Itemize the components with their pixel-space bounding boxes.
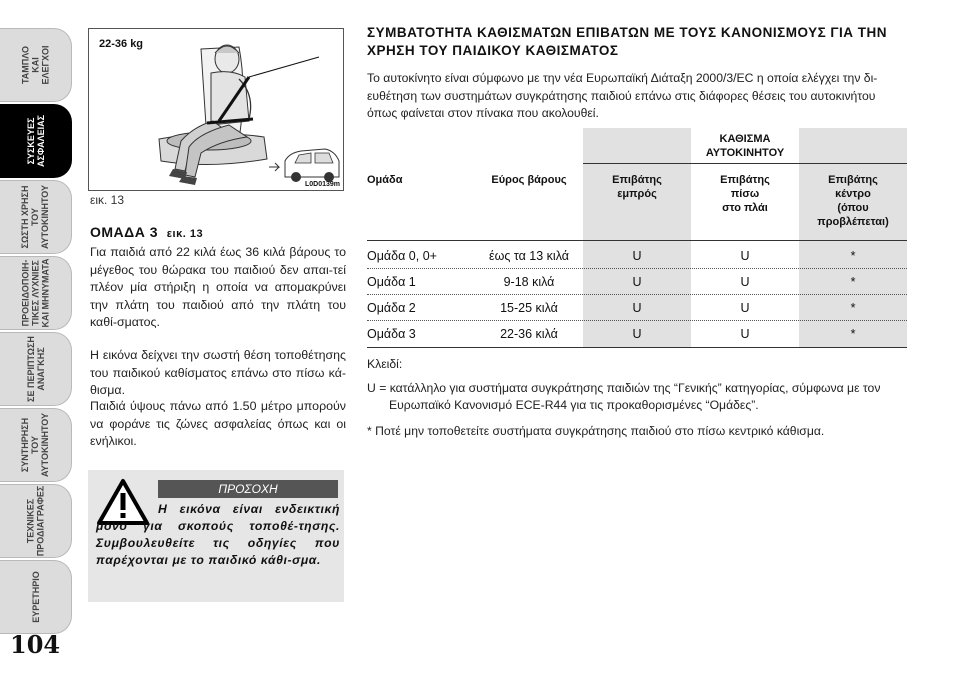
row-divider (367, 268, 907, 269)
child-on-booster-drawing (89, 29, 344, 191)
cell-weight: 22-36 κιλά (500, 327, 558, 341)
heading-figure-ref: εικ. 13 (166, 228, 204, 240)
row-divider (367, 294, 907, 295)
cell-rear-side: U (740, 327, 750, 341)
paragraph: Για παιδιά από 22 κιλά έως 36 κιλά βάρους το μέγεθος του θώρακα του παιδιού δεν απαι-τεί πλέον μία στήριξη η οποία να απομακρύνει την πλάτη του παιδιού από την πλάτη του καθί-σματος. (90, 245, 346, 329)
cell-center: * (850, 327, 856, 341)
tab-label: ΤΑΜΠΛΟ ΚΑΙ ΕΛΕΓΧΟΙ (20, 45, 51, 85)
page-number: 104 (10, 630, 61, 659)
cell-group: Ομάδα 3 (367, 327, 416, 341)
figure-code: L0D0139m (304, 181, 340, 188)
cell-center: * (850, 249, 856, 263)
cell-weight: 9-18 κιλά (503, 275, 555, 289)
tab-technical-specs[interactable] (0, 484, 72, 558)
child-seat-illustration (88, 28, 344, 191)
table-bottom-rule (367, 347, 907, 348)
seat-group-header: ΚΑΘΙΣΜΑ ΑΥΤΟΚΙΝΗΤΟΥ (705, 133, 785, 159)
weight-label: 22-36 kg (99, 38, 144, 50)
cell-center: * (850, 275, 856, 289)
group-3-heading (90, 224, 203, 240)
cell-weight: 15-25 κιλά (500, 301, 558, 315)
column-header-rear-side: Επιβάτης πίσω στο πλάι (720, 174, 770, 214)
warning-title: ΠΡΟΣΟΧΗ (158, 480, 338, 498)
tab-label: ΣΕ ΠΕΡΙΠΤΩΣΗ ΑΝΑΓΚΗΣ (25, 336, 46, 402)
column-header-center: Επιβάτης κέντρο (όπου προβλέπεται) (817, 174, 889, 228)
tab-label: ΕΥΡΕΤΗΡΙΟ (30, 571, 41, 623)
tab-label: ΠΡΟΕΙΔΟΠΟΙΗ- ΤΙΚΕΣ ΛΥΧΝΙΕΣ ΚΑΙ ΜΗΝΥΜΑΤΑ (20, 258, 51, 328)
header-rule (367, 240, 907, 241)
cell-group: Ομάδα 1 (367, 275, 416, 289)
tab-warning-lights[interactable] (0, 256, 72, 330)
tab-maintenance[interactable] (0, 408, 72, 482)
cell-rear-side: U (740, 301, 750, 315)
cell-front: U (632, 327, 642, 341)
cell-front: U (632, 275, 642, 289)
row-divider (367, 320, 907, 321)
cell-rear-side: U (740, 249, 750, 263)
warning-box (88, 470, 344, 602)
tab-label: ΣΥΣΚΕΥΕΣ ΑΣΦΑΛΕΙΑΣ (25, 115, 46, 167)
tab-correct-use[interactable] (0, 180, 72, 254)
tab-label: ΤΕΧΝΙΚΕΣ ΠΡΟΔΙΑΓΡΑΦΕΣ (25, 485, 46, 557)
cell-group: Ομάδα 0, 0+ (367, 249, 437, 263)
tab-safety-devices[interactable] (0, 104, 72, 178)
section-heading: ΣΥΜΒΑΤΟΤΗΤΑ ΚΑΘΙΣΜΑΤΩΝ ΕΠΙΒΑΤΩΝ ΜΕ ΤΟΥΣ ΚΑΝΟΝΙΣΜΟΥΣ ΓΙΑ ΤΗΝ ΧΡΗΣΗ ΤΟΥ ΠΑΙΔΙΚΟΥ ΚΑΘΙΣΜΑΤΟΣ (367, 25, 888, 58)
header-divider (583, 163, 907, 164)
intro-paragraph: Το αυτοκίνητο είναι σύμφωνο με την νέα Ευρωπαϊκή Διάταξη 2000/3/EC η οποία ελέγχει την δι-ευθέτηση των συστημάτων συγκράτησης παιδιού επάνω στις διάφορες θέσεις του αυτοκινήτου όπως φαίνεται στον πίνακα που ακολουθεί. (367, 71, 878, 120)
cell-center: * (850, 301, 856, 315)
cell-group: Ομάδα 2 (367, 301, 416, 315)
key-star-definition: * Ποτέ μην τοποθετείτε συστήματα συγκράτησης παιδιού στο πίσω κεντρικό κάθισμα. (367, 424, 825, 438)
paragraph: Παιδιά ύψους πάνω από 1.50 μέτρο μπορούν να φοράνε τις ζώνες ασφαλείας όπως και οι ενήλικοι. (90, 399, 346, 448)
cell-weight: έως τα 13 κιλά (489, 249, 569, 263)
cell-front: U (632, 249, 642, 263)
tab-index[interactable] (0, 560, 72, 634)
heading-text: ΟΜΑΔΑ 3 (90, 224, 159, 240)
column-header-front: Επιβάτης εμπρός (612, 174, 662, 200)
tab-emergency[interactable] (0, 332, 72, 406)
tab-label: ΣΩΣΤΗ ΧΡΗΣΗ ΤΟΥ ΑΥΤΟΚΙΝΗΤΟΥ (20, 184, 51, 250)
column-header-weight: Εύρος βάρους (491, 174, 567, 186)
tab-dashboard-controls[interactable] (0, 28, 72, 102)
key-title: Κλειδί: (367, 357, 403, 371)
figure-caption: εικ. 13 (90, 193, 125, 207)
key-u-definition: U = κατάλληλο για συστήματα συγκράτησης παιδιών της “Γενικής” κατηγορίας, σύμφωνα με τον Ευρωπαϊκό Κανονισμό ECE-R44 για τις προκαθορισμένες “Ομάδες”. (367, 381, 881, 412)
warning-text: Η εικόνα είναι ενδεικτική μόνο για σκοπούς τοποθέ-τησης. Συμβουλευθείτε τις οδηγίες που παρέχονται με το παιδικό κάθι-σμα. (96, 502, 340, 567)
tab-label: ΣΥΝΤΗΡΗΣΗ ΤΟΥ ΑΥΤΟΚΙΝΗΤΟΥ (20, 412, 51, 478)
column-header-group: Ομάδα (367, 174, 403, 186)
paragraph: Η εικόνα δείχνει την σωστή θέση τοποθέτησης του παιδικού καθίσματος επάνω στο πίσω κά-θισμα. (90, 348, 346, 397)
cell-front: U (632, 301, 642, 315)
cell-rear-side: U (740, 275, 750, 289)
